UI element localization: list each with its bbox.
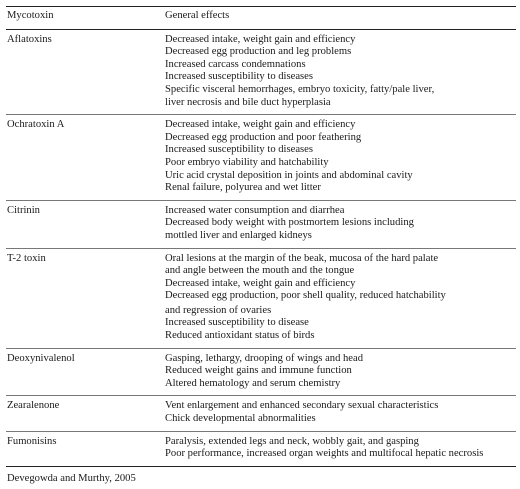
effect-line: Reduced weight gains and immune function (165, 365, 352, 377)
effect-line: Altered hematology and serum chemistry (165, 377, 341, 389)
effect-line: Increased susceptibility to disease (165, 317, 309, 329)
table-body (6, 30, 516, 467)
mycotoxin-name: Fumonisins (7, 435, 57, 447)
header-general-effects: General effects (165, 10, 230, 21)
table-row (6, 30, 516, 115)
effect-line: Vent enlargement and enhanced secondary sexual characteristics (165, 400, 439, 412)
effect-line: liver necrosis and bile duct hyperplasia (165, 96, 331, 108)
effect-line: and angle between the mouth and the tongue (165, 265, 355, 277)
effect-line: Decreased intake, weight gain and efficiency (165, 277, 356, 289)
effect-line: Decreased egg production and leg problems (165, 46, 352, 58)
effect-line: Increased susceptibility to diseases (165, 144, 313, 156)
effects-list (165, 353, 516, 391)
effect-line: Increased water consumption and diarrhea (165, 204, 345, 216)
mycotoxin-name: Citrinin (7, 204, 40, 216)
mycotoxin-name: Zearalenone (7, 400, 60, 412)
effect-line: Decreased intake, weight gain and efficiency (165, 119, 356, 131)
effect-line: Increased carcass condemnations (165, 58, 306, 70)
row-divider (6, 466, 516, 467)
table-row (6, 396, 516, 430)
effect-line: Poor embryo viability and hatchability (165, 156, 329, 168)
mycotoxin-name: T-2 toxin (7, 252, 46, 264)
effect-line: mottled liver and enlarged kidneys (165, 229, 312, 241)
mycotoxin-name: Ochratoxin A (7, 119, 65, 131)
table-row (6, 432, 516, 466)
table-row (6, 115, 516, 200)
header-mycotoxin: Mycotoxin (7, 10, 54, 21)
table-row (6, 201, 516, 248)
effects-list (165, 34, 516, 110)
effect-line: Paralysis, extended legs and neck, wobbly gait, and gasping (165, 435, 419, 447)
effect-line: Uric acid crystal deposition in joints and abdominal cavity (165, 169, 413, 181)
table-row (6, 349, 516, 396)
effects-list (165, 253, 516, 343)
effects-list (165, 119, 516, 195)
mycotoxin-effects-table (6, 6, 516, 467)
effects-list (165, 205, 516, 243)
effect-line: Reduced antioxidant status of birds (165, 330, 315, 342)
effect-line: Chick developmental abnormalities (165, 413, 316, 425)
effect-line: Increased susceptibility to diseases (165, 71, 313, 83)
effect-line: Decreased egg production, poor shell quality, reduced hatchability (165, 290, 446, 302)
effect-line: Gasping, lethargy, drooping of wings and head (165, 352, 364, 364)
mycotoxin-name: Aflatoxins (7, 33, 52, 45)
table-header (6, 7, 516, 29)
effects-list (165, 436, 516, 461)
effect-line: Specific visceral hemorrhages, embryo toxicity, fatty/pale liver, (165, 83, 435, 95)
effect-line: Decreased egg production and poor feathering (165, 131, 362, 143)
effect-line: Oral lesions at the margin of the beak, mucosa of the hard palate (165, 252, 439, 264)
effect-line: Poor performance, increased organ weights and multifocal hepatic necrosis (165, 448, 484, 460)
effect-line: Decreased body weight with postmortem lesions including (165, 217, 414, 229)
table-source: Devegowda and Murthy, 2005 (7, 473, 136, 484)
effects-list (165, 400, 516, 425)
effect-line: Renal failure, polyurea and wet litter (165, 182, 321, 194)
mycotoxin-name: Deoxynivalenol (7, 352, 75, 364)
effect-line: and regression of ovaries (165, 304, 272, 316)
table-row (6, 249, 516, 348)
effect-line: Decreased intake, weight gain and efficiency (165, 33, 356, 45)
